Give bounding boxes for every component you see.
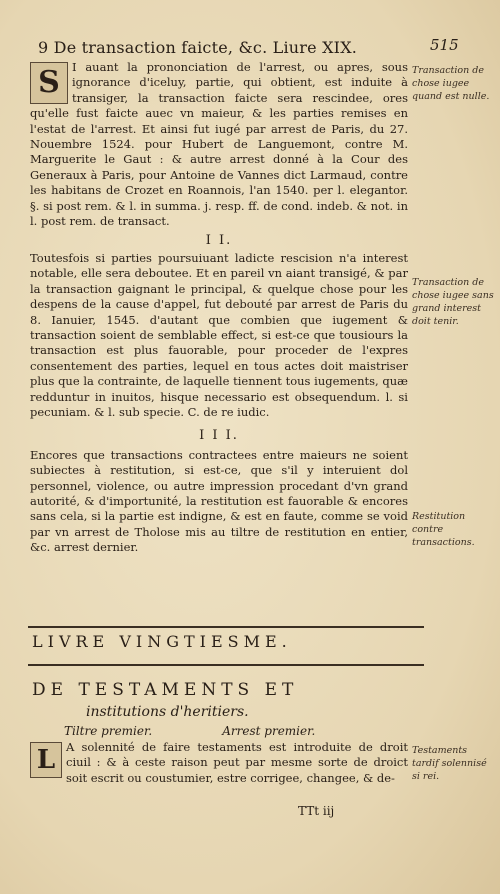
subhead-left: Tiltre premier. [64,724,153,738]
paragraph-4 [30,740,408,786]
margin-note-2: Transaction de chose iugee sans grand interest doit tenir. [412,277,494,327]
divider-bottom [28,664,424,666]
running-header [38,38,438,57]
drop-cap: S [30,62,68,104]
chapter-title: DE TESTAMENTS ET [32,680,299,700]
paragraph-1-text: I auant la prononciation de l'arrest, ou apres, sous ignorance d'iceluy, partie, qui obtient, est induite à transiger, la transaction faicte sera rescindee, ores qu'elle fust faicte auec vn maieur, & les parties remises en l'estat de l'arrest. Et ainsi fut iugé par arrest de Paris, du 27. Nouembre 1524. pour Hubert de Languemont, contre M. Marguerite le Gaut : & autre arrest donné à la Cour des Generaux à Paris, pour Antoine de Vannes dict Larmaud, contre les habitans de Crozet en Roannois, l'an 1540. per l. elegantor. §. si post rem. & l. in summa. j. resp. ff. de cond. indeb. & not. in l. post rem. de transact. [30,60,408,229]
paragraph-2-text: Toutesfois si parties poursuiuant ladicte rescision n'a interest notable, elle sera deboutee. Et en pareil vn aiant transigé, & par la transaction gaignant le principal, & quelque chose pour les despens de la cause d'appel, fut debouté par arrest de Paris du 8. Ianuier, 1545. d'autant que combien que iugement & transaction soient de semblable effect, si est-ce que tousiours la transaction est plus fauorable, pour proceder de l'expres consentement des parties, lequel en tous actes doit maistriser plus que la contrainte, de laquelle tiennent tous iugements, quæ redduntur in inuitos, hisque necessario est obsequendum. l. si pecuniam. & l. sub specie. C. de re iudic. [30,250,408,419]
paragraph-2 [30,251,408,420]
book-title: LIVRE VINGTIESME. [32,632,292,651]
margin-note-1: Transaction de chose iugee quand est nulle. [412,65,490,102]
signature-mark: TTt iij [298,804,335,818]
running-header-text: 9 De transaction faicte, &c. Liure XIX. [38,38,358,57]
drop-cap-2: L [30,742,62,778]
section-number-3: I I I. [199,428,239,444]
chapter-title-line2: institutions d'heritiers. [86,704,249,720]
subheads [64,724,404,738]
paragraph-4-text: A solennité de faire testaments est introduite de droit ciuil : & à ceste raison peut par mesme sorte de droict soit escrit ou coustumier, estre corrigee, changee, & de- [66,740,408,785]
paragraph-1 [30,60,408,229]
margin-note-4: Testaments tardif solennisé si rei. [412,745,487,782]
divider-top [28,626,424,628]
paragraph-3-text: Encores que transactions contractees entre maieurs ne soient subiectes à restitution, si est-ce, que s'il y interuient dol personnel, violence, ou autre impression procedant d'vn grand autorité, & d'importunité, la restitution est fauorable & encores sans cela, si la partie est indigne, & est en faute, comme se void par vn arrest de Tholose mis au tiltre de restitution en entier, &c. arrest dernier. [30,447,408,555]
page-number: 515 [430,36,459,54]
section-number-2: I I. [205,233,233,249]
main-text-column [30,60,408,556]
margin-note-3: Restitution contre transactions. [412,511,475,548]
subhead-right: Arrest premier. [222,724,316,738]
paragraph-3 [30,448,408,556]
final-paragraph [30,740,408,786]
